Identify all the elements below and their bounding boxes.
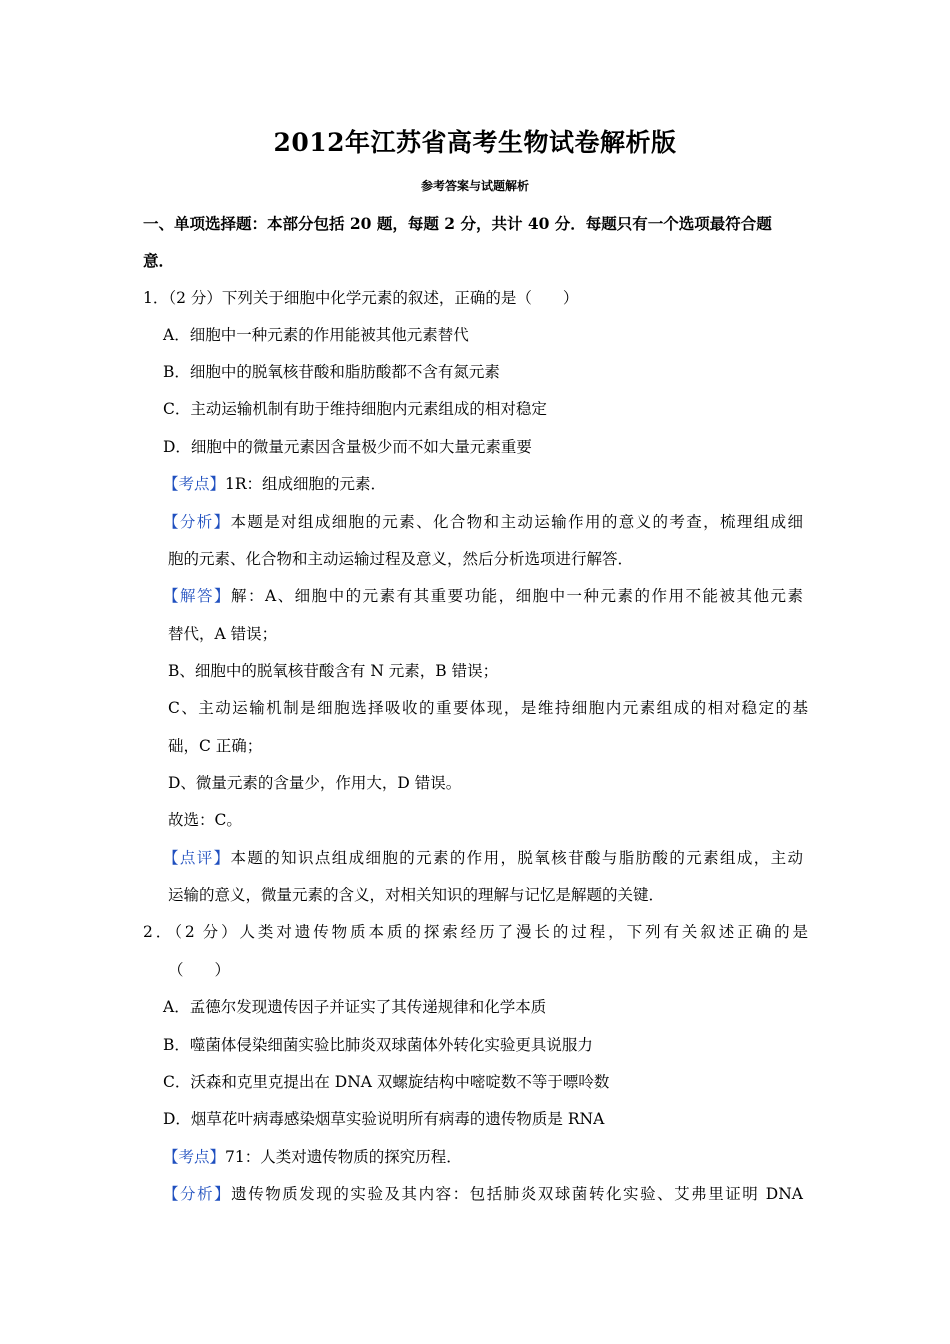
q1-fenxi-text-1: 本题是对组成细胞的元素、化合物和主动运输作用的意义的考查，梳理组成细 (230, 513, 803, 531)
section-heading-line-1: 一、单项选择题：本部分包括 20 题，每题 2 分，共计 40 分．每题只有一个选项最符合题 (143, 214, 772, 233)
q1-dianping-line-2: 运输的意义，微量元素的含义，对相关知识的理解与记忆是解题的关键． (168, 886, 665, 904)
q1-jieda-line-5: 础，C 正确； (168, 737, 263, 755)
q1-jieda-line-2: 替代，A 错误； (168, 625, 278, 643)
q1-option-d: D．细胞中的微量元素因含量极少而不如大量元素重要 (163, 438, 532, 456)
q2-stem-line-1: 2．（2 分）人类对遗传物质本质的探索经历了漫长的过程，下列有关叙述正确的是 (143, 923, 808, 941)
q2-kaodian (163, 1145, 462, 1167)
q1-jieda-line-6: D、微量元素的含量少，作用大，D 错误。 (168, 774, 462, 792)
q1-option-b: B．细胞中的脱氧核苷酸和脂肪酸都不含有氮元素 (163, 363, 500, 381)
q1-fenxi-tag: 【分析】 (163, 513, 231, 531)
q1-option-a: A．细胞中一种元素的作用能被其他元素替代 (163, 326, 469, 344)
q2-fenxi-text-1: 遗传物质发现的实验及其内容：包括肺炎双球菌转化实验、艾弗里证明 DNA (231, 1185, 803, 1203)
q1-jieda-line-4: C、主动运输机制是细胞选择吸收的重要体现，是维持细胞内元素组成的相对稳定的基 (168, 699, 808, 717)
q1-dianping-tag: 【点评】 (163, 849, 231, 867)
q1-jieda-line-7: 故选：C。 (168, 811, 242, 829)
q1-dianping-text-1: 本题的知识点组成细胞的元素的作用，脱氧核苷酸与脂肪酸的元素组成，主动 (230, 849, 803, 867)
q1-jieda-line-3: B、细胞中的脱氧核苷酸含有 N 元素，B 错误； (168, 662, 499, 680)
q1-jieda-tag: 【解答】 (163, 587, 231, 605)
document-title: 2012年江苏省高考生物试卷解析版 (273, 128, 677, 157)
q2-kaodian-text: 71：人类对遗传物质的探究历程． (225, 1148, 462, 1166)
q2-option-d: D．烟草花叶病毒感染烟草实验说明所有病毒的遗传物质是 RNA (163, 1110, 605, 1128)
q1-fenxi-line-2: 胞的元素、化合物和主动运输过程及意义，然后分析选项进行解答． (168, 550, 634, 568)
q2-fenxi-tag: 【分析】 (163, 1185, 232, 1203)
q2-fenxi-line-1 (163, 1182, 803, 1204)
q2-kaodian-tag: 【考点】 (163, 1148, 226, 1166)
q2-stem-line-2: （ ） (168, 961, 231, 979)
q2-option-b: B．噬菌体侵染细菌实验比肺炎双球菌体外转化实验更具说服力 (163, 1036, 593, 1054)
document-subtitle: 参考答案与试题解析 (420, 179, 529, 193)
q2-option-a: A．孟德尔发现遗传因子并证实了其传递规律和化学本质 (163, 998, 547, 1016)
q1-fenxi-line-1 (163, 510, 803, 532)
q1-jieda-text-1: 解：A、细胞中的元素有其重要功能，细胞中一种元素的作用不能被其他元素 (230, 587, 803, 605)
q2-option-c: C．沃森和克里克提出在 DNA 双螺旋结构中嘧啶数不等于嘌呤数 (163, 1073, 610, 1091)
q1-option-c: C．主动运输机制有助于维持细胞内元素组成的相对稳定 (163, 400, 547, 418)
q1-dianping-line-1 (163, 846, 803, 868)
q1-kaodian-tag: 【考点】 (163, 475, 226, 493)
q1-kaodian (163, 472, 386, 494)
q1-kaodian-text: 1R：组成细胞的元素． (225, 475, 387, 493)
section-heading-line-2: 意． (143, 251, 175, 270)
q1-jieda-line-1 (163, 584, 803, 606)
q1-stem: 1．（2 分）下列关于细胞中化学元素的叙述，正确的是（ ） (143, 289, 579, 307)
